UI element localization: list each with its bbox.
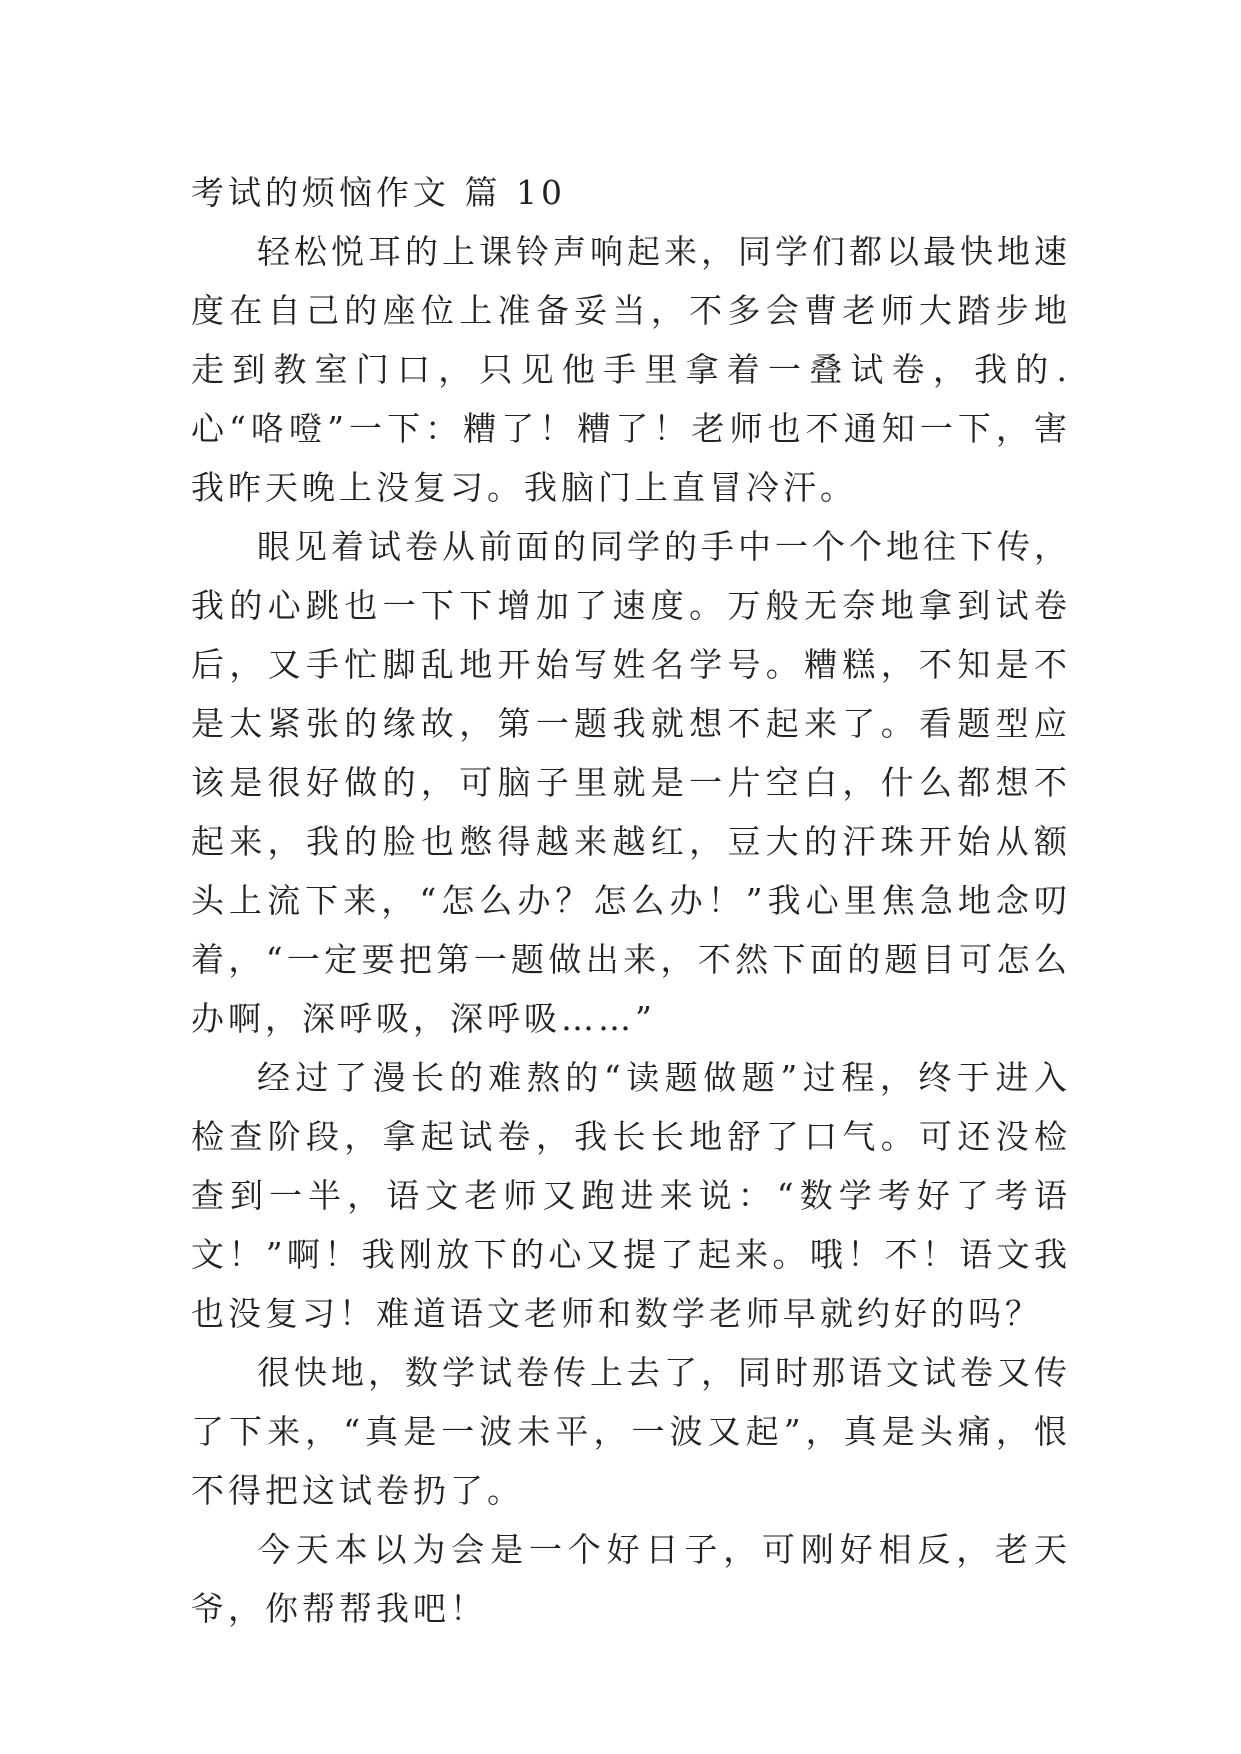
paragraph-3: 经过了漫长的难熬的“读题做题”过程，终于进入检查阶段，拿起试卷，我长长地舒了口气。可还没检查到一半，语文老师又跑进来说：“数学考好了考语文！”啊！我刚放下的心又提了起来。哦！不！语文我也没复习！难道语文老师和数学老师早就约好的吗？ xyxy=(191,1058,1071,1333)
paragraph-5: 今天本以为会是一个好日子，可刚好相反，老天爷，你帮帮我吧！ xyxy=(191,1530,1071,1628)
document-title: 考试的烦恼作文 篇 10 xyxy=(191,173,566,212)
paragraph-1: 轻松悦耳的上课铃声响起来，同学们都以最快地速度在自己的座位上准备妥当，不多会曹老师大踏步地走到教室门口，只见他手里拿着一叠试卷，我的.心“咯噔”一下：糟了！糟了！老师也不通知一下，害我昨天晚上没复习。我脑门上直冒冷汗。 xyxy=(191,232,1071,507)
paragraph-4: 很快地，数学试卷传上去了，同时那语文试卷又传了下来，“真是一波未平，一波又起”，真是头痛，恨不得把这试卷扔了。 xyxy=(191,1353,1071,1510)
document-body xyxy=(191,163,1071,1638)
paragraph-2: 眼见着试卷从前面的同学的手中一个个地往下传，我的心跳也一下下增加了速度。万般无奈地拿到试卷后，又手忙脚乱地开始写姓名学号。糟糕，不知是不是太紧张的缘故，第一题我就想不起来了。看题型应该是很好做的，可脑子里就是一片空白，什么都想不起来，我的脸也憋得越来越红，豆大的汗珠开始从额头上流下来，“怎么办？怎么办！”我心里焦急地念叨着，“一定要把第一题做出来，不然下面的题目可怎么办啊，深呼吸，深呼吸……” xyxy=(191,527,1071,1038)
